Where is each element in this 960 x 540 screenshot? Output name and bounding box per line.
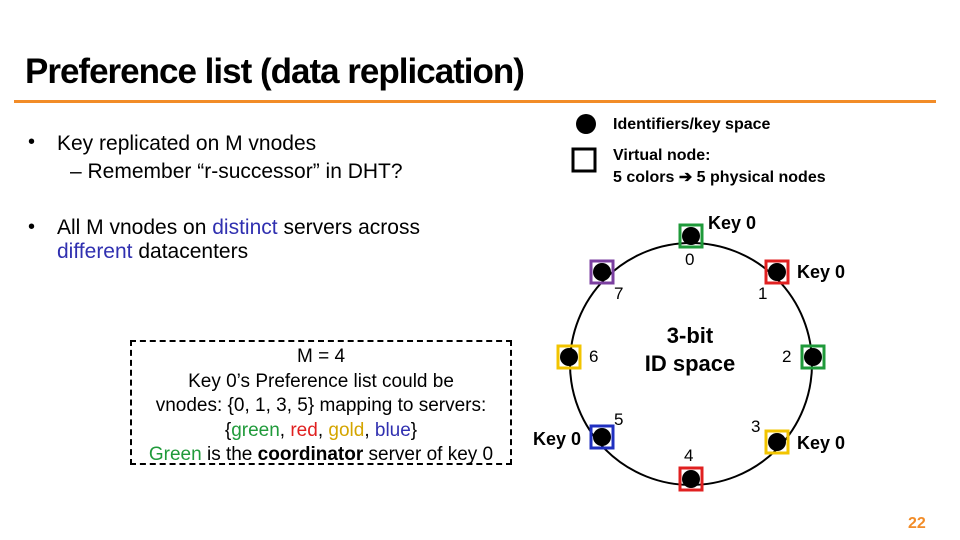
node-3-dot — [768, 433, 786, 451]
key-label-node-1: Key 0 — [797, 262, 846, 282]
text: server of key 0 — [363, 444, 494, 465]
bullet-2-distinct: distinct — [212, 216, 278, 239]
node-6-dot — [560, 348, 578, 366]
key-label-node-0: Key 0 — [708, 213, 757, 233]
node-2-dot — [804, 348, 822, 366]
server-green: green — [231, 419, 280, 441]
legend-vnode-line1: Virtual node: — [613, 147, 711, 164]
box-line-1: M = 4 — [296, 346, 346, 367]
page-number: 22 — [908, 515, 926, 532]
ring-label-2: 2 — [782, 347, 792, 366]
legend-dot-icon — [576, 114, 596, 134]
brace-open: { — [224, 419, 232, 441]
ring-label-0: 0 — [685, 250, 695, 269]
bullet-marker: • — [28, 131, 36, 153]
text: is the — [201, 444, 258, 465]
box-line-3: vnodes: {0, 1, 3, 5} mapping to servers: — [155, 395, 487, 416]
ring-label-5: 5 — [614, 410, 624, 429]
box-line-2: Key 0’s Preference list could be — [188, 370, 454, 392]
node-7-dot — [593, 263, 611, 281]
sep: , — [317, 419, 329, 441]
center-line-2: ID space — [644, 351, 736, 376]
legend-colors: 5 colors — [613, 169, 675, 186]
bullet-2-part3: datacenters — [132, 240, 249, 263]
bullet-1-subtext: – Remember “r-successor” in DHT? — [70, 160, 403, 183]
node-0-dot — [682, 227, 700, 245]
node-4-dot — [682, 470, 700, 488]
legend-square-icon — [573, 149, 595, 171]
server-gold: gold — [328, 419, 365, 441]
node-5-dot — [593, 428, 611, 446]
legend-physical: 5 physical nodes — [696, 169, 826, 186]
legend-vnode — [613, 145, 826, 189]
ring-label-4: 4 — [684, 446, 694, 465]
key-label-node-5: Key 0 — [533, 429, 582, 449]
slide-title: Preference list (data replication) — [25, 52, 524, 91]
ring-center-label — [630, 322, 750, 378]
brace-close: } — [410, 419, 418, 441]
ring-label-1: 1 — [758, 284, 768, 303]
sep: , — [364, 419, 375, 441]
server-blue: blue — [374, 419, 411, 441]
ring-label-7: 7 — [614, 284, 624, 303]
ring-label-3: 3 — [751, 417, 761, 436]
bullet-marker: • — [28, 216, 36, 238]
sep: , — [279, 419, 291, 441]
node-1-dot — [768, 263, 786, 281]
legend-identifiers: Identifiers/key space — [613, 116, 771, 133]
center-line-1: 3-bit — [666, 323, 714, 348]
bullet-2-different: different — [57, 240, 133, 263]
coordinator-word: coordinator — [257, 444, 364, 465]
arrow-right-icon: ➔ — [678, 169, 693, 186]
server-red: red — [290, 419, 318, 441]
bullet-2-part2: servers across — [277, 216, 420, 239]
key-label-node-3: Key 0 — [797, 433, 846, 453]
legend-vnode-line2 — [613, 167, 826, 189]
bullet-2-part1: All M vnodes on — [57, 216, 213, 239]
ring-label-6: 6 — [589, 347, 599, 366]
bullet-1-text: Key replicated on M vnodes — [57, 132, 317, 155]
coordinator-color: Green — [148, 444, 202, 465]
